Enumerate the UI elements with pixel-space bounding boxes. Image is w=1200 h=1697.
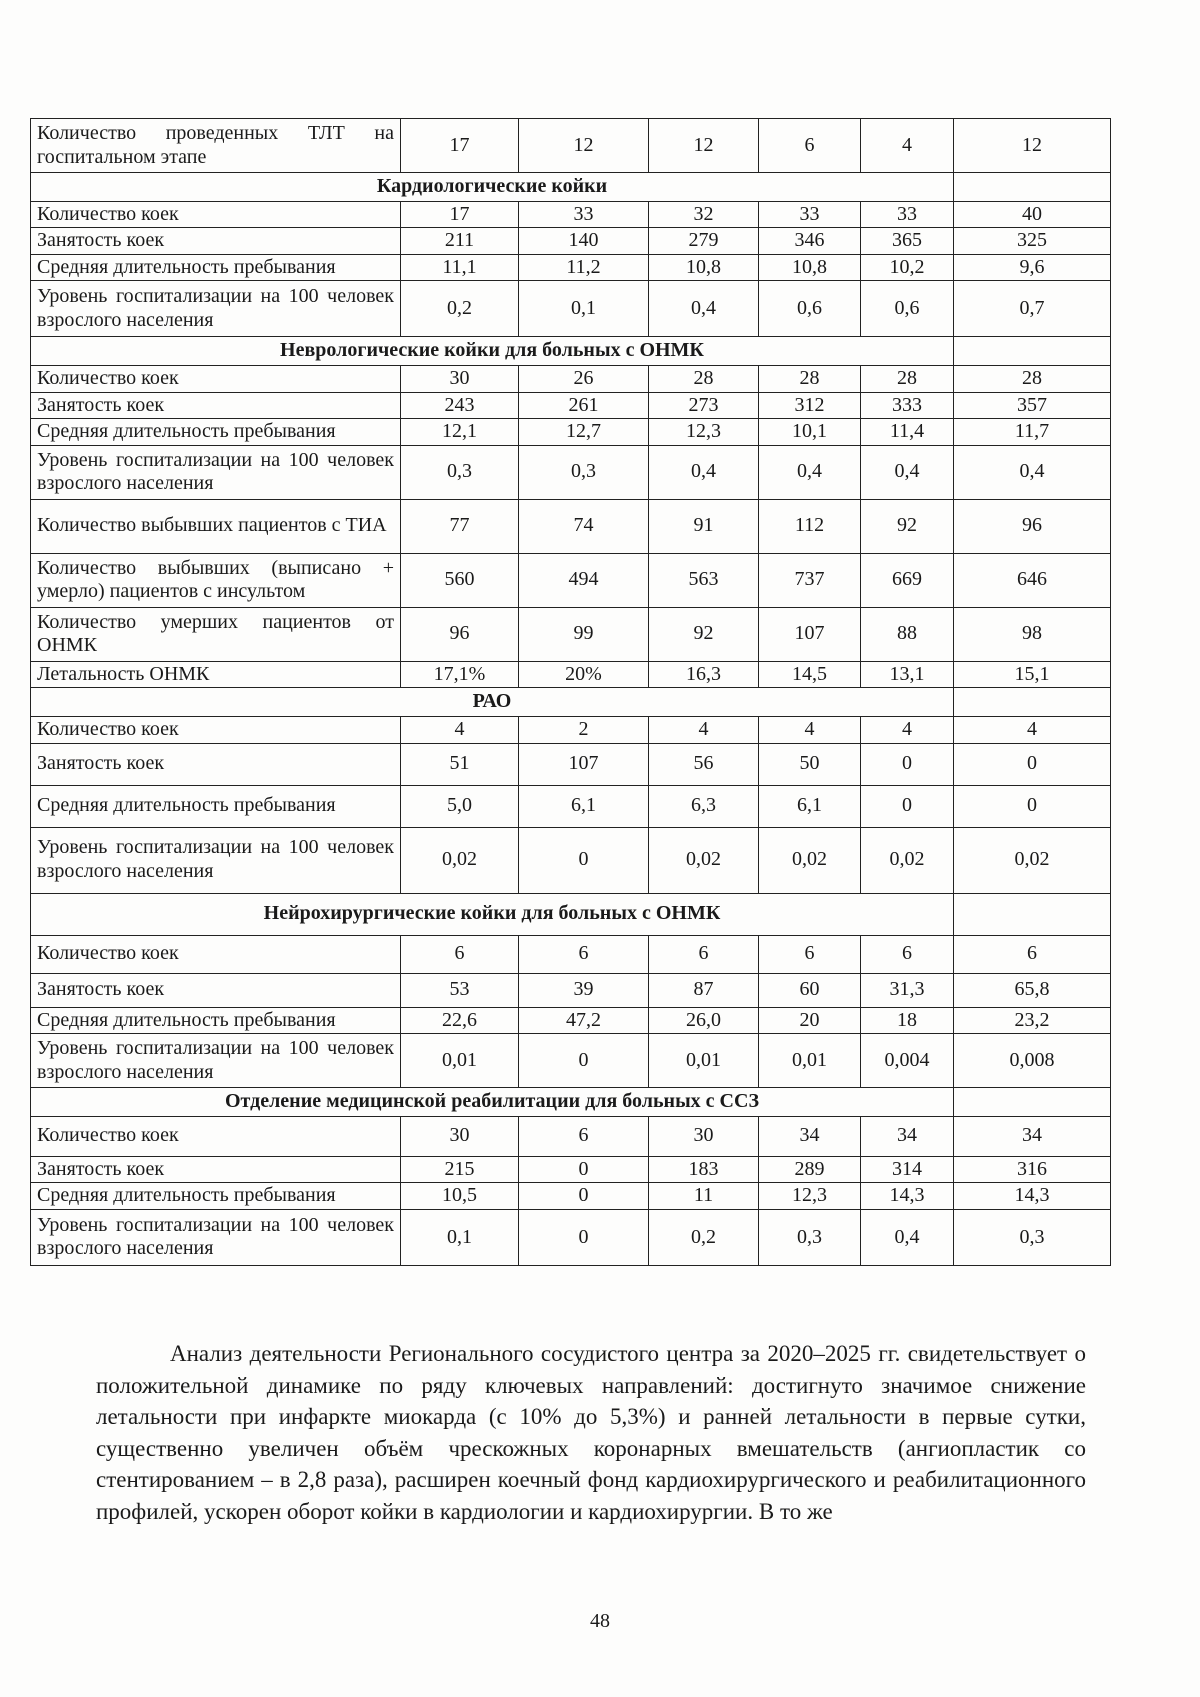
value-cell: 11,7 [954, 419, 1111, 446]
value-cell: 10,2 [861, 254, 954, 281]
value-cell: 0,01 [649, 1034, 759, 1088]
row-label: Уровень госпитализации на 100 человек взрослого населения [31, 1209, 401, 1265]
value-cell: 98 [954, 607, 1111, 661]
value-cell: 646 [954, 553, 1111, 607]
value-cell: 4 [954, 716, 1111, 743]
value-cell: 6 [759, 119, 861, 173]
value-cell: 87 [649, 973, 759, 1007]
value-cell: 30 [401, 365, 519, 392]
table-row [31, 254, 1111, 281]
value-cell: 11,2 [519, 254, 649, 281]
value-cell: 0 [954, 785, 1111, 827]
value-cell: 0,02 [401, 827, 519, 893]
row-label: Количество выбывших (выписано + умерло) пациентов с инсультом [31, 553, 401, 607]
value-cell: 6 [954, 935, 1111, 973]
value-cell: 14,3 [861, 1183, 954, 1210]
value-cell: 51 [401, 743, 519, 785]
value-cell: 12,3 [649, 419, 759, 446]
empty-cell [954, 1088, 1111, 1117]
value-cell: 0,4 [861, 445, 954, 499]
value-cell: 0,4 [861, 1209, 954, 1265]
value-cell: 0 [861, 743, 954, 785]
value-cell: 0,2 [401, 281, 519, 337]
table-row [31, 419, 1111, 446]
table-row [31, 228, 1111, 255]
row-label: Занятость коек [31, 392, 401, 419]
section-title: Отделение медицинской реабилитации для больных с ССЗ [31, 1088, 954, 1117]
row-label: Занятость коек [31, 973, 401, 1007]
table-row [31, 1209, 1111, 1265]
value-cell: 11 [649, 1183, 759, 1210]
value-cell: 0,02 [861, 827, 954, 893]
value-cell: 12,3 [759, 1183, 861, 1210]
value-cell: 92 [861, 499, 954, 553]
table-row [31, 607, 1111, 661]
table-row [31, 499, 1111, 553]
value-cell: 0,4 [759, 445, 861, 499]
row-label: Количество коек [31, 1116, 401, 1156]
page-number: 48 [590, 1610, 610, 1632]
empty-cell [954, 688, 1111, 717]
value-cell: 560 [401, 553, 519, 607]
value-cell: 314 [861, 1156, 954, 1183]
row-label: Количество проведенных ТЛТ на госпитальном этапе [31, 119, 401, 173]
value-cell: 0 [861, 785, 954, 827]
value-cell: 88 [861, 607, 954, 661]
table-row [31, 119, 1111, 173]
table-row [31, 827, 1111, 893]
value-cell: 6,3 [649, 785, 759, 827]
value-cell: 96 [954, 499, 1111, 553]
value-cell: 28 [954, 365, 1111, 392]
value-cell: 6 [401, 935, 519, 973]
value-cell: 357 [954, 392, 1111, 419]
value-cell: 10,1 [759, 419, 861, 446]
value-cell: 0,02 [649, 827, 759, 893]
table-row [31, 1183, 1111, 1210]
value-cell: 91 [649, 499, 759, 553]
value-cell: 669 [861, 553, 954, 607]
value-cell: 11,1 [401, 254, 519, 281]
empty-cell [954, 173, 1111, 202]
value-cell: 0 [519, 1034, 649, 1088]
value-cell: 4 [861, 119, 954, 173]
row-label: Средняя длительность пребывания [31, 1183, 401, 1210]
value-cell: 0 [519, 1156, 649, 1183]
row-label: Уровень госпитализации на 100 человек взрослого населения [31, 281, 401, 337]
row-label: Уровень госпитализации на 100 человек взрослого населения [31, 827, 401, 893]
value-cell: 28 [861, 365, 954, 392]
row-label: Занятость коек [31, 743, 401, 785]
value-cell: 4 [649, 716, 759, 743]
value-cell: 12 [954, 119, 1111, 173]
value-cell: 15,1 [954, 661, 1111, 688]
row-label: Уровень госпитализации на 100 человек взрослого населения [31, 445, 401, 499]
value-cell: 4 [759, 716, 861, 743]
value-cell: 26 [519, 365, 649, 392]
value-cell: 22,6 [401, 1007, 519, 1034]
value-cell: 18 [861, 1007, 954, 1034]
row-label: Количество коек [31, 365, 401, 392]
section-header-row [31, 337, 1111, 366]
value-cell: 737 [759, 553, 861, 607]
value-cell: 12,1 [401, 419, 519, 446]
value-cell: 17,1% [401, 661, 519, 688]
value-cell: 0,1 [519, 281, 649, 337]
value-cell: 494 [519, 553, 649, 607]
value-cell: 183 [649, 1156, 759, 1183]
row-label: Количество коек [31, 716, 401, 743]
value-cell: 0 [519, 1183, 649, 1210]
value-cell: 6,1 [759, 785, 861, 827]
table-row [31, 716, 1111, 743]
value-cell: 0,008 [954, 1034, 1111, 1088]
value-cell: 23,2 [954, 1007, 1111, 1034]
value-cell: 20% [519, 661, 649, 688]
value-cell: 0,3 [759, 1209, 861, 1265]
empty-cell [954, 337, 1111, 366]
value-cell: 333 [861, 392, 954, 419]
value-cell: 211 [401, 228, 519, 255]
value-cell: 17 [401, 119, 519, 173]
value-cell: 14,3 [954, 1183, 1111, 1210]
value-cell: 56 [649, 743, 759, 785]
value-cell: 30 [649, 1116, 759, 1156]
row-label: Средняя длительность пребывания [31, 1007, 401, 1034]
value-cell: 346 [759, 228, 861, 255]
row-label: Количество выбывших пациентов с ТИА [31, 499, 401, 553]
table-row [31, 365, 1111, 392]
value-cell: 0,02 [759, 827, 861, 893]
value-cell: 34 [759, 1116, 861, 1156]
value-cell: 0 [954, 743, 1111, 785]
table-row [31, 973, 1111, 1007]
table-row [31, 392, 1111, 419]
section-title: Нейрохирургические койки для больных с ОНМК [31, 893, 954, 935]
value-cell: 563 [649, 553, 759, 607]
value-cell: 14,5 [759, 661, 861, 688]
row-label: Средняя длительность пребывания [31, 785, 401, 827]
value-cell: 243 [401, 392, 519, 419]
value-cell: 2 [519, 716, 649, 743]
value-cell: 0,1 [401, 1209, 519, 1265]
table-row [31, 201, 1111, 228]
value-cell: 0,01 [759, 1034, 861, 1088]
section-title: Неврологические койки для больных с ОНМК [31, 337, 954, 366]
row-label: Средняя длительность пребывания [31, 419, 401, 446]
section-header-row [31, 1088, 1111, 1117]
value-cell: 33 [759, 201, 861, 228]
table-row [31, 281, 1111, 337]
section-header-row [31, 688, 1111, 717]
section-header-row [31, 173, 1111, 202]
value-cell: 0,6 [759, 281, 861, 337]
value-cell: 0,02 [954, 827, 1111, 893]
value-cell: 0,4 [649, 281, 759, 337]
value-cell: 26,0 [649, 1007, 759, 1034]
table-row [31, 785, 1111, 827]
value-cell: 17 [401, 201, 519, 228]
value-cell: 6,1 [519, 785, 649, 827]
value-cell: 40 [954, 201, 1111, 228]
value-cell: 60 [759, 973, 861, 1007]
value-cell: 16,3 [649, 661, 759, 688]
value-cell: 5,0 [401, 785, 519, 827]
value-cell: 30 [401, 1116, 519, 1156]
value-cell: 53 [401, 973, 519, 1007]
value-cell: 4 [401, 716, 519, 743]
value-cell: 12 [649, 119, 759, 173]
value-cell: 99 [519, 607, 649, 661]
section-title: РАО [31, 688, 954, 717]
value-cell: 6 [519, 935, 649, 973]
value-cell: 0,01 [401, 1034, 519, 1088]
value-cell: 13,1 [861, 661, 954, 688]
value-cell: 6 [861, 935, 954, 973]
value-cell: 10,8 [759, 254, 861, 281]
value-cell: 289 [759, 1156, 861, 1183]
value-cell: 6 [649, 935, 759, 973]
table-body [31, 119, 1111, 1266]
value-cell: 39 [519, 973, 649, 1007]
value-cell: 33 [519, 201, 649, 228]
value-cell: 9,6 [954, 254, 1111, 281]
value-cell: 107 [519, 743, 649, 785]
value-cell: 365 [861, 228, 954, 255]
empty-cell [954, 893, 1111, 935]
row-label: Занятость коек [31, 228, 401, 255]
value-cell: 32 [649, 201, 759, 228]
value-cell: 215 [401, 1156, 519, 1183]
value-cell: 6 [759, 935, 861, 973]
value-cell: 4 [861, 716, 954, 743]
value-cell: 112 [759, 499, 861, 553]
value-cell: 77 [401, 499, 519, 553]
value-cell: 47,2 [519, 1007, 649, 1034]
row-label: Количество умерших пациентов от ОНМК [31, 607, 401, 661]
value-cell: 11,4 [861, 419, 954, 446]
row-label: Количество коек [31, 935, 401, 973]
row-label: Занятость коек [31, 1156, 401, 1183]
value-cell: 10,8 [649, 254, 759, 281]
value-cell: 6 [519, 1116, 649, 1156]
value-cell: 0,4 [954, 445, 1111, 499]
value-cell: 0,4 [649, 445, 759, 499]
value-cell: 34 [954, 1116, 1111, 1156]
value-cell: 92 [649, 607, 759, 661]
value-cell: 0,3 [401, 445, 519, 499]
value-cell: 10,5 [401, 1183, 519, 1210]
row-label: Уровень госпитализации на 100 человек взрослого населения [31, 1034, 401, 1088]
value-cell: 0 [519, 1209, 649, 1265]
row-label: Летальность ОНМК [31, 661, 401, 688]
value-cell: 261 [519, 392, 649, 419]
value-cell: 20 [759, 1007, 861, 1034]
value-cell: 325 [954, 228, 1111, 255]
value-cell: 107 [759, 607, 861, 661]
value-cell: 0,6 [861, 281, 954, 337]
analysis-paragraph: Анализ деятельности Регионального сосудистого центра за 2020–2025 гг. свидетельствует о положительной динамике по ряду ключевых направлений: достигнуто значимое снижение летальности при инфаркте миокарда (с 10% до 5,3%) и ранней летальности в первые сутки, существенно увеличен объём чрескожных коронарных вмешательств (ангиопластик со стентированием – в 2,8 раза), расширен коечный фонд кардиохирургического и реабилитационного профилей, ускорен оборот койки в кардиологии и кардиохирургии. В то же [96, 1341, 1086, 1524]
value-cell: 279 [649, 228, 759, 255]
table-row [31, 1007, 1111, 1034]
value-cell: 0 [519, 827, 649, 893]
value-cell: 0,2 [649, 1209, 759, 1265]
value-cell: 12 [519, 119, 649, 173]
table-row [31, 935, 1111, 973]
value-cell: 34 [861, 1116, 954, 1156]
value-cell: 12,7 [519, 419, 649, 446]
value-cell: 273 [649, 392, 759, 419]
row-label: Средняя длительность пребывания [31, 254, 401, 281]
value-cell: 31,3 [861, 973, 954, 1007]
value-cell: 33 [861, 201, 954, 228]
table-row [31, 1034, 1111, 1088]
table-row [31, 1116, 1111, 1156]
row-label: Количество коек [31, 201, 401, 228]
table-row [31, 553, 1111, 607]
table-row [31, 661, 1111, 688]
section-title: Кардиологические койки [31, 173, 954, 202]
value-cell: 140 [519, 228, 649, 255]
value-cell: 50 [759, 743, 861, 785]
statistics-table [30, 118, 1111, 1266]
value-cell: 74 [519, 499, 649, 553]
value-cell: 0,004 [861, 1034, 954, 1088]
section-header-row [31, 893, 1111, 935]
table-row [31, 1156, 1111, 1183]
value-cell: 65,8 [954, 973, 1111, 1007]
table-row [31, 445, 1111, 499]
value-cell: 0,3 [519, 445, 649, 499]
value-cell: 316 [954, 1156, 1111, 1183]
value-cell: 312 [759, 392, 861, 419]
value-cell: 28 [759, 365, 861, 392]
value-cell: 0,7 [954, 281, 1111, 337]
value-cell: 0,3 [954, 1209, 1111, 1265]
value-cell: 96 [401, 607, 519, 661]
table-row [31, 743, 1111, 785]
value-cell: 28 [649, 365, 759, 392]
